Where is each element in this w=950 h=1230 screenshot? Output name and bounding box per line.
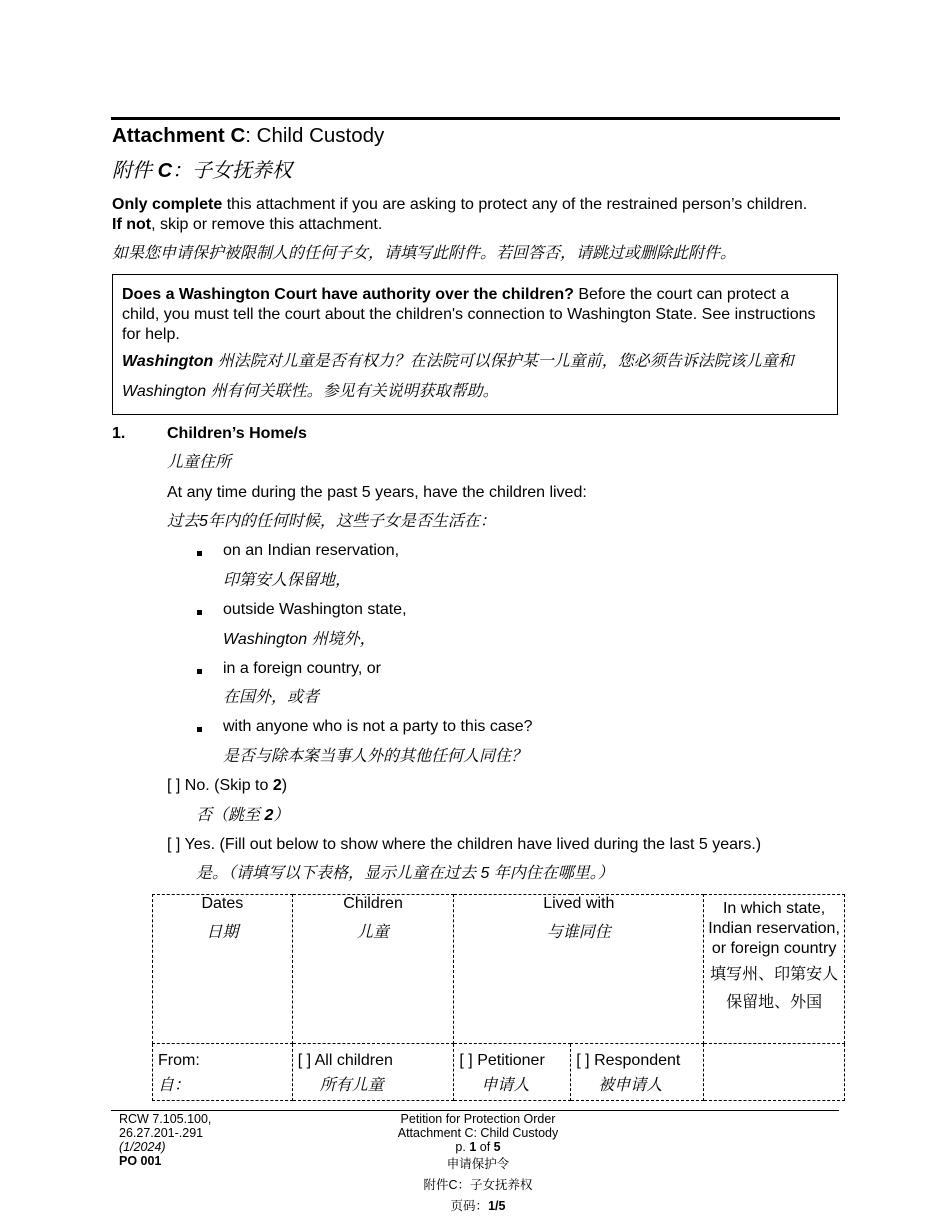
section-title-zh: 儿童住所 <box>167 454 232 471</box>
notice-text-zh: Washington 州法院对儿童是否有权力？在法院可以保护某一儿童前，您必须告诉法院该儿童和 Washington 州有何关联性。参见有关说明获取帮助。 <box>122 353 794 400</box>
option-yes-zh: 是。（请填写以下表格，显示儿童在过去 5 年内住在哪里。） <box>196 865 614 882</box>
bullet-item: in a foreign country, or <box>223 660 382 677</box>
page-title-zh: 附件 C：子女抚养权 <box>112 160 293 182</box>
header-lived-with: Lived with 与谁同住 <box>454 895 704 1044</box>
table-header-row <box>153 895 845 1044</box>
notice-text: Does a Washington Court have authority over the children? Before the court can protect a child, you must tell the court about the children's connection to Washington State. See instructions for help. <box>122 286 816 343</box>
cell-from[interactable]: From: 自： <box>153 1044 293 1101</box>
header-dates: Dates 日期 <box>153 895 293 1044</box>
jurisdiction-notice-box <box>112 274 838 415</box>
header-location: In which state, Indian reservation, or foreign country 填写州、印第安人保留地、外国 <box>704 895 845 1044</box>
bullet-item-zh: 印第安人保留地， <box>223 572 352 589</box>
option-yes: [ ] Yes. (Fill out below to show where the children have lived during the last 5 years.) <box>167 836 762 853</box>
option-no: [ ] No. (Skip to 2) <box>167 777 288 794</box>
footer-center: Petition for Protection Order Attachment C: Child Custody p. 1 of 5 申请保护令 附件C：子女抚养权 页码：1/5 <box>397 1112 559 1213</box>
residence-table <box>152 894 845 1101</box>
residence-question: At any time during the past 5 years, have the children lived: <box>167 484 587 501</box>
option-no-zh: 否（跳至 2） <box>196 807 290 824</box>
top-rule <box>111 117 840 120</box>
table-row <box>153 1044 845 1101</box>
bullet-item: with anyone who is not a party to this case? <box>223 718 533 735</box>
header-children: Children 儿童 <box>292 895 454 1044</box>
intro-text-zh: 如果您申请保护被限制人的任何子女，请填写此附件。若回答否，请跳过或删除此附件。 <box>112 245 737 262</box>
cell-location[interactable] <box>704 1044 845 1101</box>
page-title: Attachment C: Child Custody <box>112 124 385 147</box>
option-yes-checkbox[interactable]: [ ] <box>167 836 181 853</box>
footer-left: RCW 7.105.100, 26.27.201-.291 (1/2024) PO 001 <box>119 1112 212 1168</box>
option-no-checkbox[interactable]: [ ] <box>167 777 181 794</box>
bullet-item: on an Indian reservation, <box>223 542 400 559</box>
section-number: 1. <box>112 425 126 442</box>
section-title: Children’s Home/s <box>167 425 307 442</box>
cell-respondent[interactable]: [ ] Respondent 被申请人 <box>571 1044 704 1101</box>
bullet-item-zh: 在国外，或者 <box>223 689 320 706</box>
bullet-item-zh: 是否与除本案当事人外的其他任何人同住？ <box>223 748 528 765</box>
bullet-item: outside Washington state, <box>223 601 407 618</box>
intro-text: Only complete this attachment if you are asking to protect any of the restrained person’s children. If not, skip or remove this attachment. <box>112 196 808 233</box>
bullet-item-zh: Washington 州境外， <box>223 631 376 648</box>
cell-petitioner[interactable]: [ ] Petitioner 申请人 <box>454 1044 571 1101</box>
residence-question-zh: 过去5年内的任何时候，这些子女是否生活在： <box>167 513 496 530</box>
cell-all-children[interactable]: [ ] All children 所有儿童 <box>292 1044 454 1101</box>
footer-rule <box>111 1110 839 1111</box>
